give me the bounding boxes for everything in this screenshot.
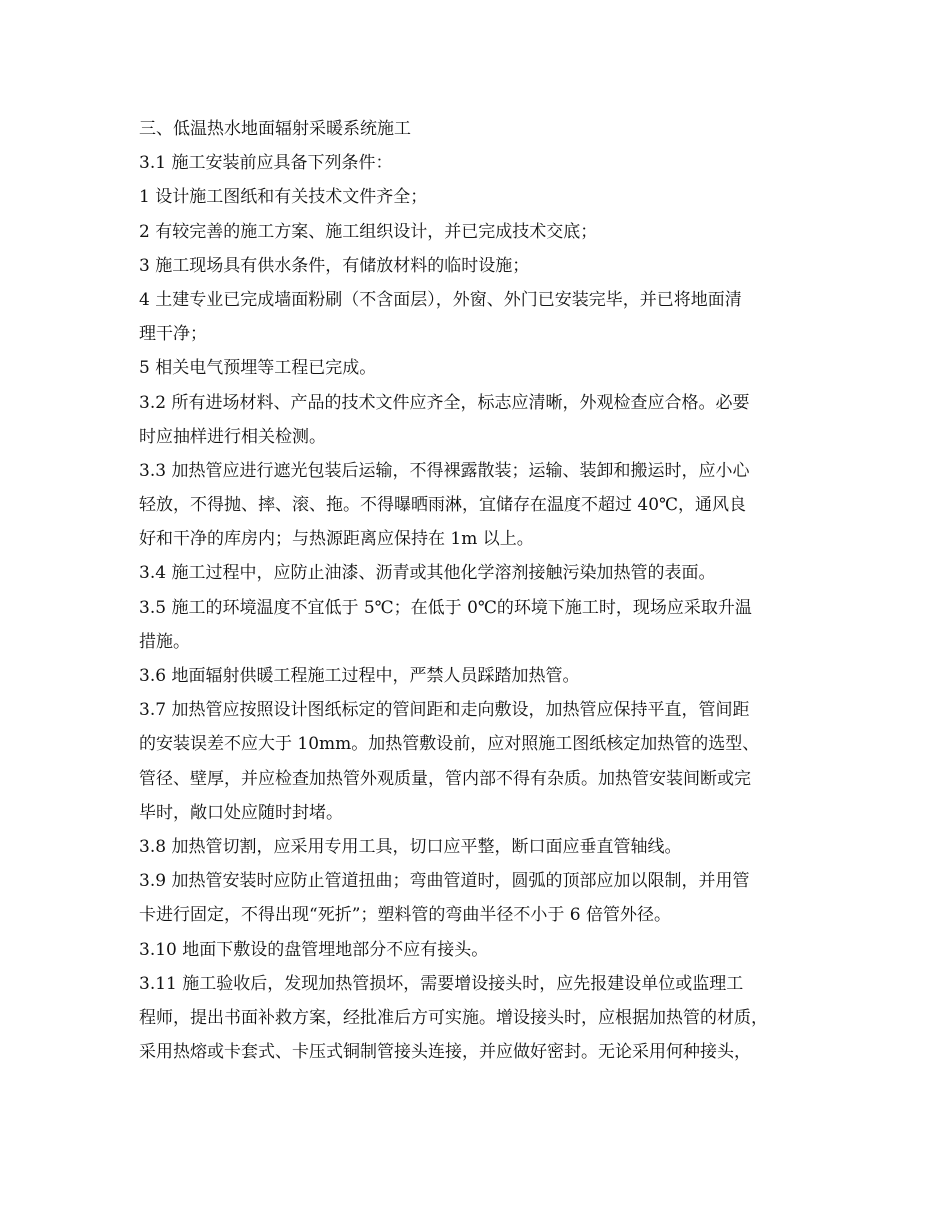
document-body — [139, 112, 819, 1069]
text-line: 3.6 地面辐射供暖工程施工过程中，严禁人员踩踏加热管。 — [139, 666, 580, 686]
text-line: 理干净； — [139, 324, 207, 345]
text-line: 3.11 施工验收后，发现加热管损坏，需要增设接头时，应先报建设单位或监理工 — [139, 973, 744, 994]
text-line: 毕时，敞口处应随时封堵。 — [139, 802, 343, 823]
text-line: 1 设计施工图纸和有关技术文件齐全； — [139, 187, 428, 208]
text-line: 4 土建专业已完成墙面粉刷（不含面层），外窗、外门已安装完毕，并已将地面清 — [139, 289, 742, 310]
text-line: 轻放，不得抛、摔、滚、拖。不得曝晒雨淋，宜储存在温度不超过 40℃，通风良 — [139, 495, 747, 516]
text-line: 好和干净的库房内；与热源距离应保持在 1m 以上。 — [139, 529, 534, 550]
text-line: 的安装误差不应大于 10mm。加热管敷设前，应对照施工图纸核定加热管的选型、 — [139, 734, 760, 755]
text-line: 3.3 加热管应进行遮光包装后运输，不得裸露散装；运输、装卸和搬运时，应小心 — [139, 460, 750, 481]
text-line: 3.1 施工安装前应具备下列条件： — [139, 153, 393, 174]
text-line: 采用热熔或卡套式、卡压式铜制管接头连接，并应做好密封。无论采用何种接头， — [139, 1042, 751, 1063]
text-line: 卡进行固定，不得出现“死折”；塑料管的弯曲半径不小于 6 倍管外径。 — [139, 905, 672, 926]
text-line: 2 有较完善的施工方案、施工组织设计，并已完成技术交底； — [139, 221, 598, 242]
text-line: 3 施工现场具有供水条件，有储放材料的临时设施； — [139, 255, 530, 276]
text-line: 3.4 施工过程中，应防止油漆、沥青或其他化学溶剂接触污染加热管的表面。 — [139, 563, 716, 584]
text-line: 3.9 加热管安装时应防止管道扭曲；弯曲管道时，圆弧的顶部应加以限制，并用管 — [139, 871, 750, 892]
text-line: 3.7 加热管应按照设计图纸标定的管间距和走向敷设，加热管应保持平直，管间距 — [139, 700, 750, 721]
text-line: 管径、壁厚，并应检查加热管外观质量，管内部不得有杂质。加热管安装间断或完 — [139, 768, 751, 789]
text-line: 措施。 — [139, 631, 190, 652]
text-line: 5 相关电气预埋等工程已完成。 — [139, 358, 377, 379]
section-heading: 三、低温热水地面辐射采暖系统施工 — [139, 119, 411, 139]
text-line: 程师，提出书面补救方案，经批准后方可实施。增设接头时，应根据加热管的材质， — [139, 1007, 768, 1028]
text-line: 3.5 施工的环境温度不宜低于 5℃；在低于 0℃的环境下施工时，现场应采取升温 — [139, 597, 752, 618]
text-line: 3.8 加热管切割，应采用专用工具，切口应平整，断口面应垂直管轴线。 — [139, 836, 682, 857]
text-line: 3.2 所有进场材料、产品的技术文件应齐全，标志应清晰，外观检查应合格。必要 — [139, 392, 750, 413]
text-line: 3.10 地面下敷设的盘管埋地部分不应有接头。 — [139, 939, 489, 960]
text-line: 时应抽样进行相关检测。 — [139, 426, 326, 447]
